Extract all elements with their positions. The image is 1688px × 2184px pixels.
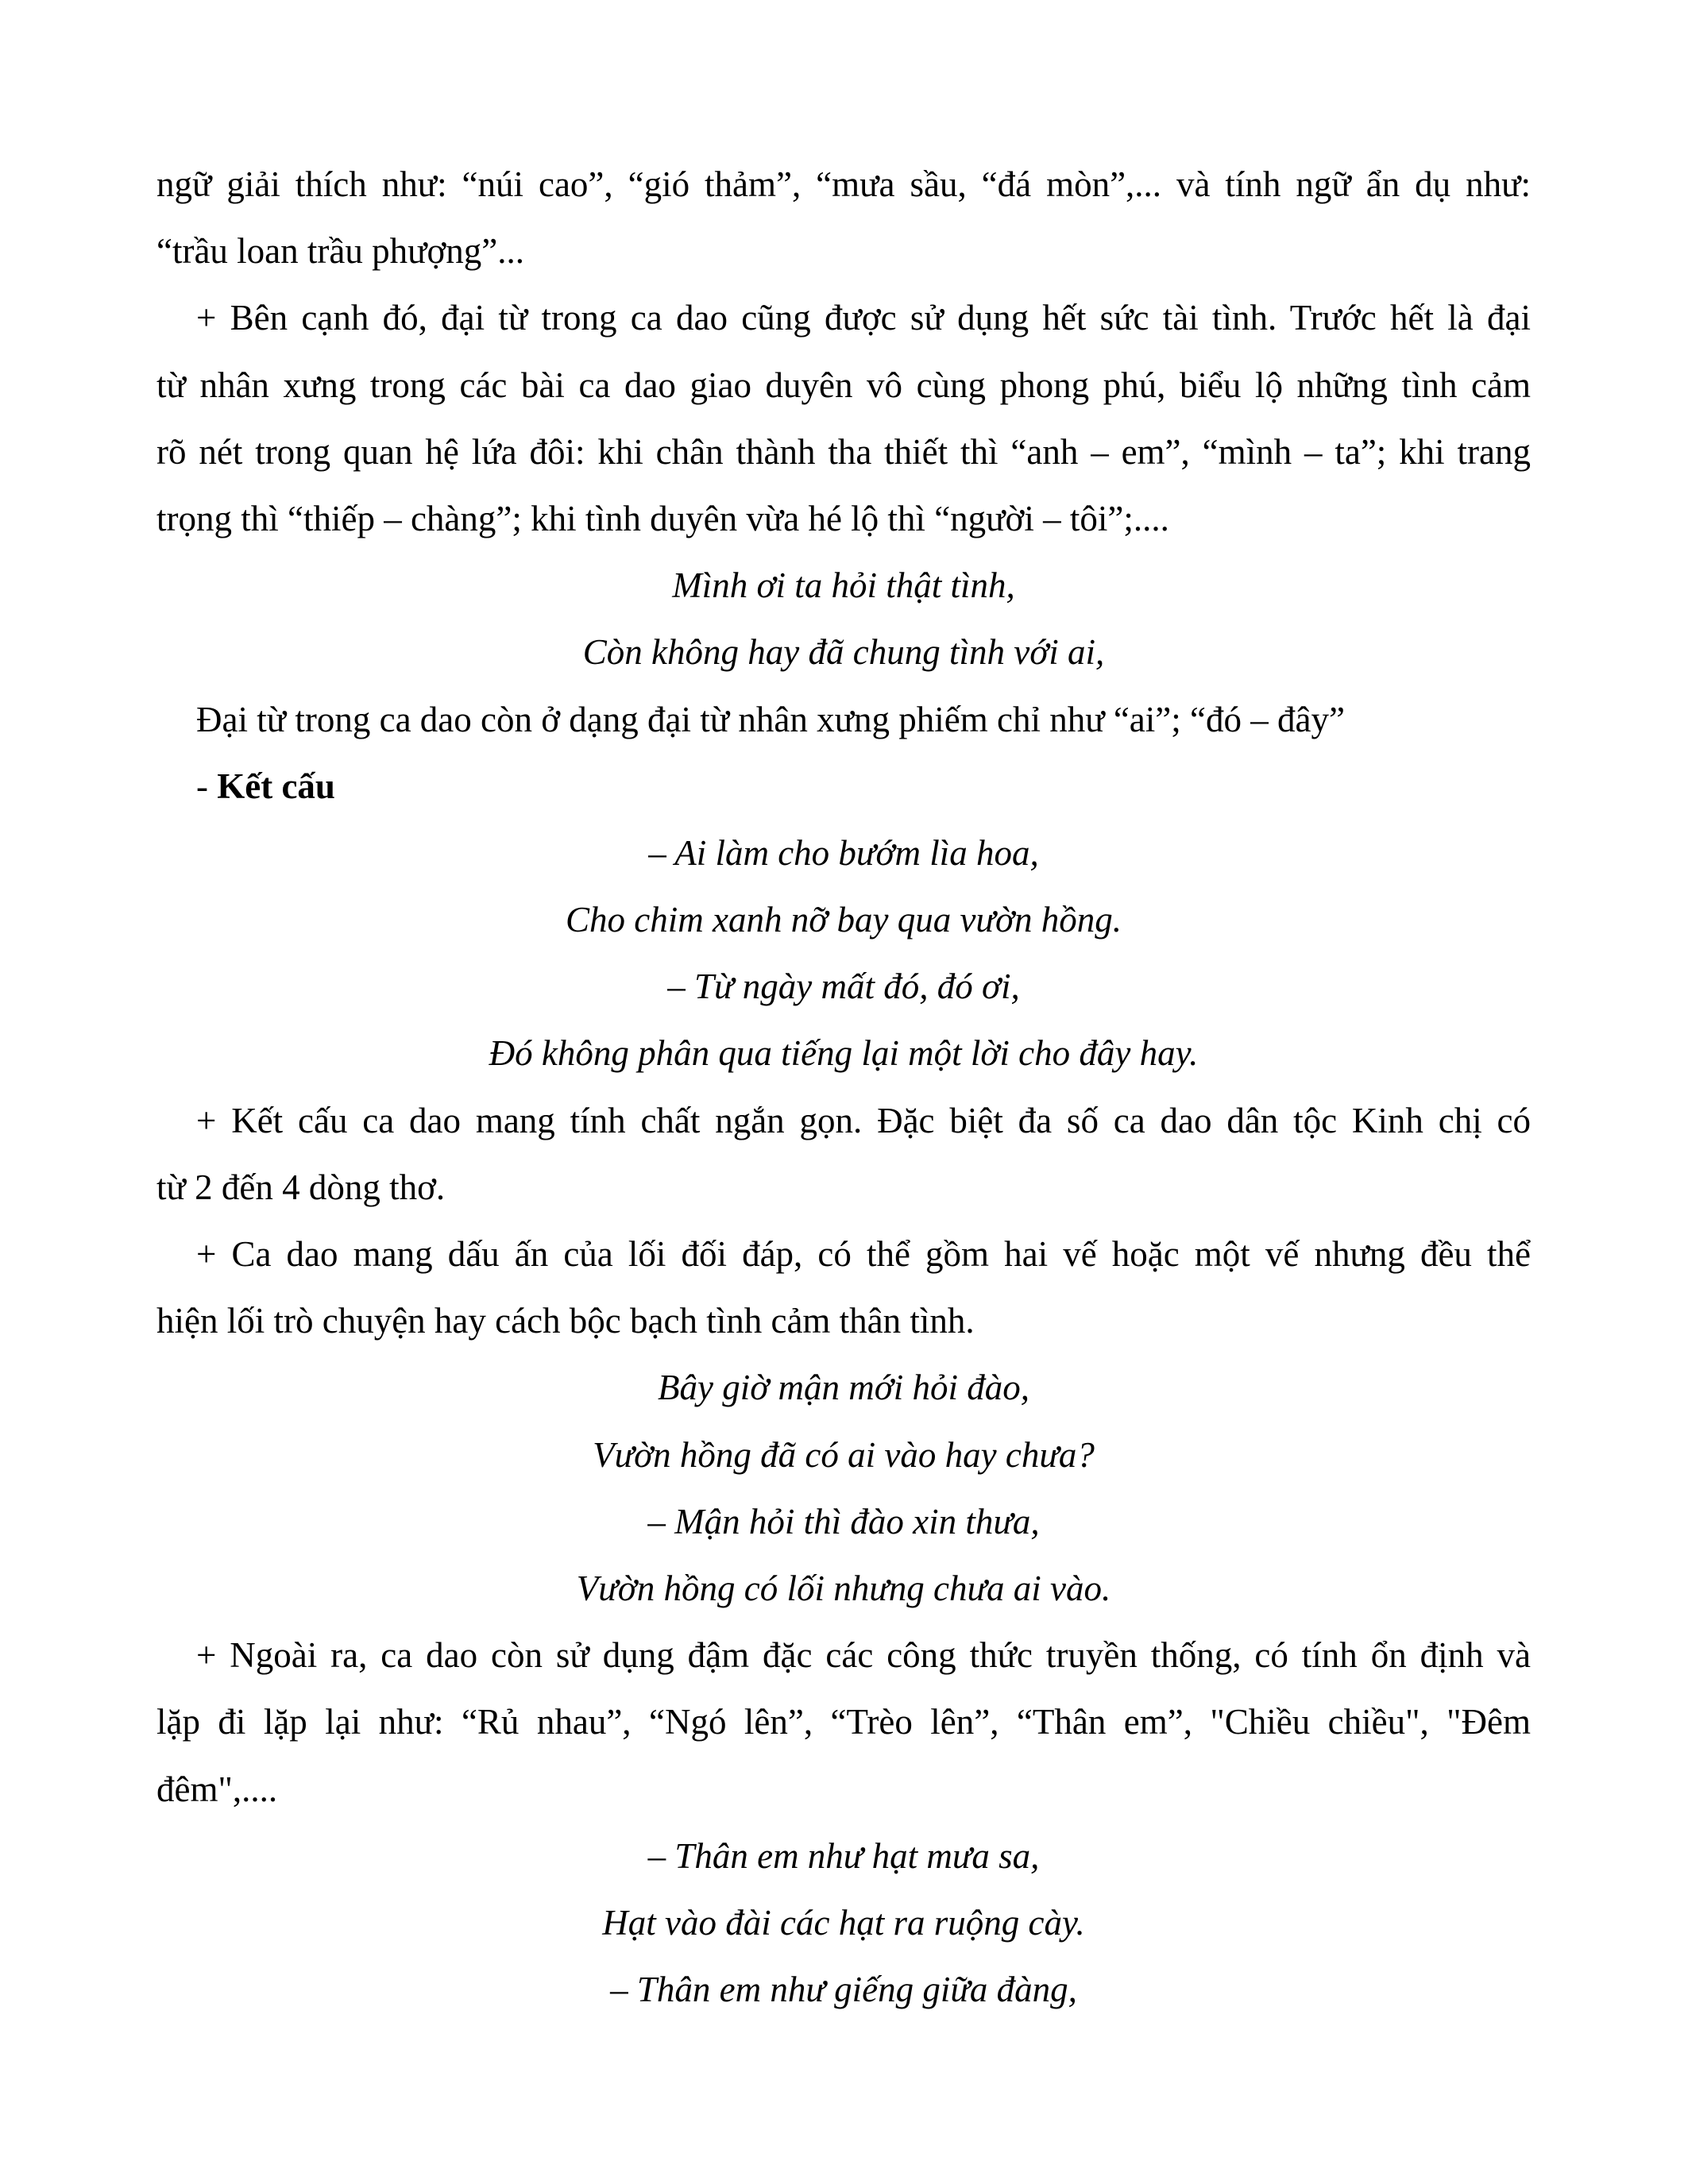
paragraph-adjectives — [156, 151, 1531, 284]
poem-quote-1 — [156, 552, 1531, 685]
paragraph-pronouns — [156, 284, 1531, 552]
poem-quote-2 — [156, 820, 1531, 1087]
paragraph-dialogue — [156, 1221, 1531, 1354]
paragraph-brevity — [156, 1087, 1531, 1221]
poem-line: – Ai làm cho bướm lìa hoa, — [648, 832, 1039, 873]
heading-text: Kết cấu — [217, 766, 335, 806]
poem-line: – Từ ngày mất đó, đó ơi, — [667, 967, 1020, 1007]
text-line: + Ngoài ra, ca dao còn sử dụng đậm đặc các công thức truyền thống, có tính ổn định và — [196, 1635, 1531, 1676]
text-line: ngữ giải thích như: “núi cao”, “gió thảm”, “mưa sầu, “đá mòn”,... và tính ngữ ẩn dụ như: — [156, 164, 1531, 204]
document-body — [156, 151, 1531, 2023]
poem-quote-3 — [156, 1354, 1531, 1622]
poem-line: – Thân em như hạt mưa sa, — [647, 1835, 1040, 1876]
text-line: lặp đi lặp lại như: “Rủ nhau”, “Ngó lên”, “Trèo lên”, “Thân em”, "Chiều chiều", "Đêm — [156, 1702, 1531, 1742]
section-heading — [156, 753, 1531, 820]
text-line: đêm",.... — [156, 1769, 278, 1809]
text-line: + Ca dao mang dấu ấn của lối đối đáp, có thể gồm hai vế hoặc một vế nhưng đều thể — [196, 1234, 1531, 1274]
poem-line: Đó không phân qua tiếng lại một lời cho đây hay. — [489, 1033, 1199, 1074]
text-line: + Bên cạnh đó, đại từ trong ca dao cũng được sử dụng hết sức tài tình. Trước hết là đại — [196, 298, 1531, 338]
poem-quote-4 — [156, 1823, 1531, 2024]
text-line: trọng thì “thiếp – chàng”; khi tình duyên vừa hé lộ thì “người – tôi”;.... — [156, 498, 1169, 538]
poem-line: Mình ơi ta hỏi thật tình, — [672, 565, 1015, 606]
poem-line: Vườn hồng có lối nhưng chưa ai vào. — [576, 1568, 1111, 1608]
text-line: + Kết cấu ca dao mang tính chất ngắn gọn. Đặc biệt đa số ca dao dân tộc Kinh chị có — [196, 1100, 1531, 1140]
poem-line: Vườn hồng đã có ai vào hay chưa? — [593, 1434, 1095, 1475]
poem-line: Hạt vào đài các hạt ra ruộng cày. — [602, 1902, 1085, 1943]
heading-prefix: - — [196, 766, 218, 806]
text-line: hiện lối trò chuyện hay cách bộc bạch tình cảm thân tình. — [156, 1301, 975, 1341]
paragraph-formulas — [156, 1622, 1531, 1823]
poem-line: Cho chim xanh nỡ bay qua vườn hồng. — [566, 900, 1122, 940]
text-line: “trầu loan trầu phượng”... — [156, 231, 525, 272]
poem-line: Bây giờ mận mới hỏi đào, — [658, 1368, 1029, 1408]
poem-line: – Mận hỏi thì đào xin thưa, — [647, 1501, 1040, 1542]
paragraph-indefinite-pronouns — [156, 686, 1531, 753]
text-line: rõ nét trong quan hệ lứa đôi: khi chân thành tha thiết thì “anh – em”, “mình – ta”; khi trang — [156, 431, 1531, 472]
poem-line: Còn không hay đã chung tình với ai, — [582, 632, 1105, 673]
text-line: Đại từ trong ca dao còn ở dạng đại từ nhân xưng phiếm chỉ như “ai”; “đó – đây” — [196, 699, 1345, 739]
text-line: từ 2 đến 4 dòng thơ. — [156, 1167, 446, 1207]
text-line: từ nhân xưng trong các bài ca dao giao duyên vô cùng phong phú, biểu lộ những tình cảm — [156, 365, 1531, 405]
poem-line: – Thân em như giếng giữa đàng, — [610, 1970, 1077, 2010]
